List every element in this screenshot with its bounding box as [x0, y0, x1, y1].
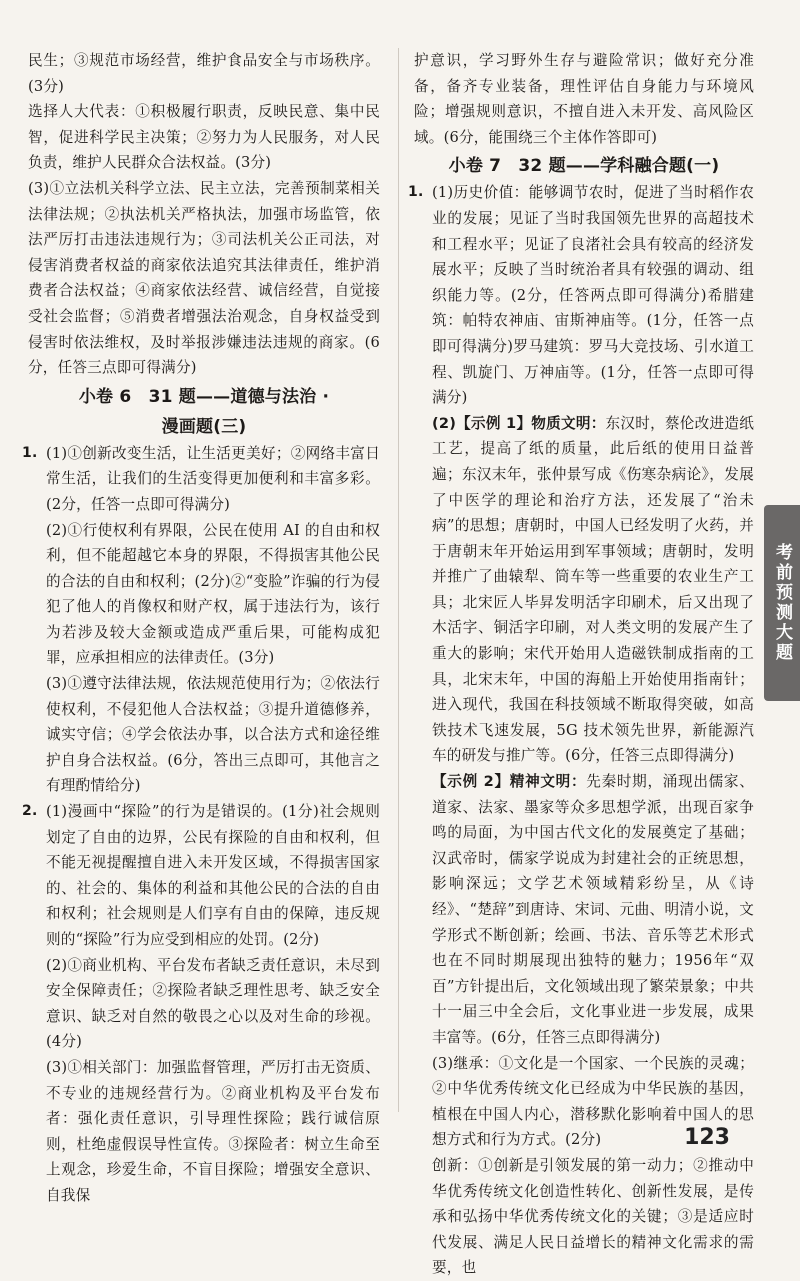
question-2-number: 2.: [22, 803, 38, 820]
q2-part-3: (3)①相关部门：加强监督管理，严厉打击无资质、不专业的违规经营行为。②商业机构及平台发布者：强化责任意识，引导理性探险；践行诚信原则，杜绝虚假误导性宣传。③探险者：树立生命至上观念，珍爱生命，不盲目探险；增强安全意识、自我保: [46, 1058, 380, 1204]
s7-q1-part-3: (3)继承：①文化是一个国家、一个民族的灵魂；②中华优秀传统文化已经成为中华民族的基因，植根在中国人内心，潜移默化影响着中国人的思想方式和行为方式。(2分): [432, 1054, 754, 1149]
column-divider: [398, 48, 399, 1112]
section-6-title-line2: 漫画题(三): [161, 416, 247, 437]
left-column: [22, 48, 380, 1209]
section-7-title: 小卷 7 32 题——学科融合题(一): [448, 156, 720, 177]
q1-part-3: (3)①遵守法律法规，依法规范使用行为；②依法行使权利，不侵犯他人合法权益；③提升道德修养，诚实守信；④学会依法办事，以合法方式和途径维护自身合法权益。(6分，答出三点即可，其他言之有理酌情给分): [46, 675, 380, 795]
question-1-number: 1.: [22, 444, 38, 461]
q2-part-1: (1)漫画中“探险”的行为是错误的。(1分)社会规则划定了自由的边界，公民有探险的自由和权利，但不能无视提醒擅自进入未开发区域，不得损害国家的、社会的、集体的利益和其他公民的合法的自由和权利；社会规则是人们享有自由的保障，违反规则的“探险”行为应受到相应的处罚。(2分): [46, 803, 380, 948]
example-2-tag: 【示例 2】精神文明：: [432, 773, 587, 791]
s7-q1-part-2: [432, 411, 754, 769]
example-1-tag: (2)【示例 1】物质文明：: [432, 414, 606, 432]
q1-part-2: (2)①行使权利有界限，公民在使用 AI 的自由和权利，但不能超越它本身的界限，不得损害其他公民的合法的自由和权利；(2分)②“变脸”诈骗的行为侵犯了他人的肖像权和财产权，属于违法行为，该行为若涉及较大金额或造成严重后果，可能构成犯罪，应承担相应的法律责任。(3分): [46, 521, 380, 667]
s7-q1-example-2: [432, 769, 754, 1051]
page-number: 123: [684, 1125, 730, 1150]
s7-q1-part-4: 创新：①创新是引领发展的第一动力；②推动中华优秀传统文化创造性转化、创新性发展，是传承和弘扬中华优秀传统文化的关键；③是适应时代发展、满足人民日益增长的精神文化需求的需要，也: [432, 1156, 754, 1277]
side-tab-label: 考前预测大题: [764, 505, 800, 701]
section-7-question-1: [408, 180, 755, 1281]
example-1-text: 东汉时，蔡伦改进造纸工艺，提高了纸的质量，此后纸的使用日益普遍；东汉末年，张仲景写成《伤寒杂病论》，发展了中医学的理论和治疗方法，还发展了“治未病”的思想；唐朝时，中国人已经发明了火药，并于唐朝末年开始运用到军事领域；唐朝时，发明并推广了曲辕犁、筒车等一些重要的农业生产工具；北宋匠人毕昇发明活字印刷术，后又出现了木活字、铜活字印刷，对人类文明的发展产生了重大的影响；宋代开始用人造磁铁制成指南的工具，北宋末年，中国的海船上开始使用指南针；进入现代，我国在科技领域不断取得突破，如高铁技术飞速发展，5G 技术领先世界，新能源汽车的研发与推广等。(6分，任答三点即得满分): [432, 414, 754, 765]
question-1: [22, 441, 380, 799]
q1-part-1: (1)①创新改变生活，让生活更美好；②网络丰富日常生活，让我们的生活变得更加便利和丰富多彩。(2分，任答一点即可得满分): [46, 444, 380, 513]
left-para-1: 民生；③规范市场经营，维护食品安全与市场秩序。(3分): [28, 52, 380, 95]
q2-part-2: (2)①商业机构、平台发布者缺乏责任意识，未尽到安全保障责任；②探险者缺乏理性思考、缺乏安全意识、缺乏对自然的敬畏之心以及对生命的珍视。(4分): [46, 956, 380, 1051]
left-para-2: 选择人大代表：①积极履行职责，反映民意、集中民智，促进科学民主决策；②努力为人民服务，对人民负责，维护人民群众合法权益。(3分): [28, 103, 380, 172]
section-6-title-line1: 小卷 6 31 题——道德与法治 ·: [78, 386, 330, 407]
section-7-question-1-number: 1.: [408, 184, 424, 201]
right-para-1: 护意识，学习野外生存与避险常识；做好充分准备，备齐专业装备，理性评估自身能力与环境风险；增强规则意识，不擅自进入未开发、高风险区域。(6分，能围绕三个主体作答即可): [414, 52, 754, 146]
question-2: [22, 799, 380, 1209]
right-column: [408, 48, 755, 1281]
left-para-3: (3)①立法机关科学立法、民主立法，完善预制菜相关法律法规；②执法机关严格执法，加强市场监管，依法严厉打击违法违规行为；③司法机关公正司法，对侵害消费者权益的商家依法追究其法律责任，维护消费者合法权益；④商家依法经营、诚信经营，自觉接受社会监督；⑤消费者增强法治观念，自身权益受到侵害时依法维权，及时举报涉嫌违法违规的商家。(6分，任答三点即可得满分): [28, 179, 380, 377]
s7-q1-part-1: (1)历史价值：能够调节农时，促进了当时稻作农业的发展；见证了当时我国领先世界的高超技术和工程水平；见证了良渚社会具有较高的经济发展水平；反映了当时统治者具有较强的调动、组织能力等。(2分，任答两点即可得满分)希腊建筑：帕特农神庙、宙斯神庙等。(1分，任答一点即可得满分)罗马建筑：罗马大竞技场、引水道工程、凯旋门、万神庙等。(1分，任答一点即可得满分): [432, 184, 754, 407]
example-2-text: 先秦时期，涌现出儒家、道家、法家、墨家等众多思想学派，出现百家争鸣的局面，为中国古代文化的发展奠定了基础；汉武帝时，儒家学说成为封建社会的正统思想，影响深远；文学艺术领域精彩纷呈，从《诗经》、“楚辞”到唐诗、宋词、元曲、明清小说，文学形式不断创新；绘画、书法、音乐等艺术形式也在不同时期展现出独特的魅力；1956年“双百”方针提出后，文化领域出现了繁荣景象；中共十一届三中全会后，文化事业进一步发展，成果丰富等。(6分，任答三点即得满分): [432, 773, 755, 1046]
